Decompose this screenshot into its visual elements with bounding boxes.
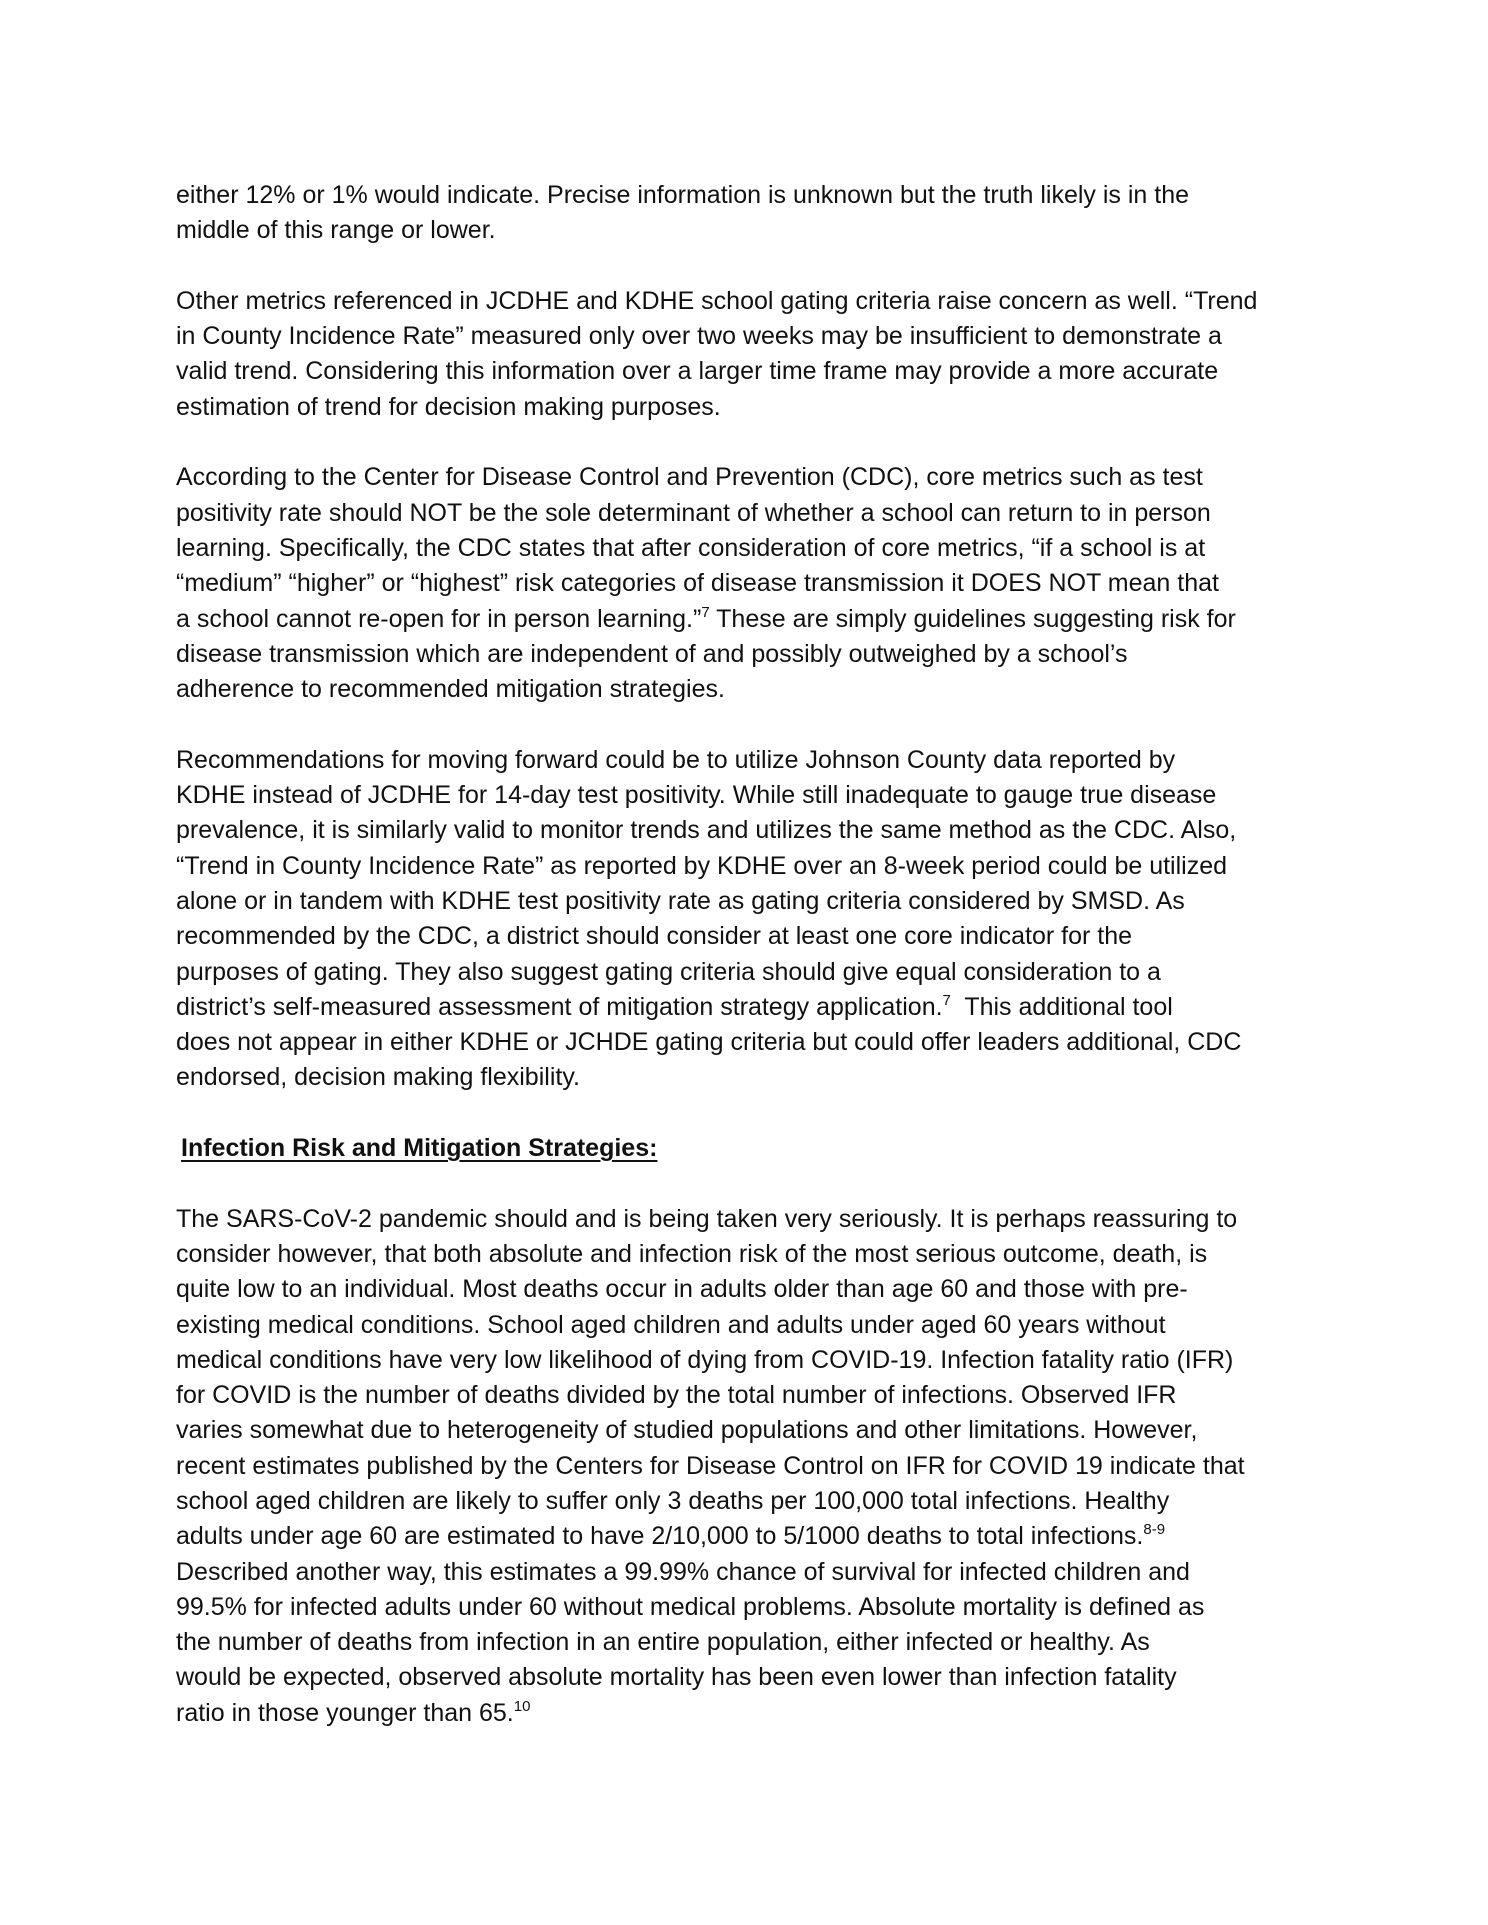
text-line: estimation of trend for decision making purposes. — [176, 392, 721, 421]
document-body — [176, 178, 1336, 1766]
text-line — [176, 1519, 1336, 1554]
text-line: recommended by the CDC, a district should consider at least one core indicator for the — [176, 922, 1133, 951]
paragraph-1 — [176, 178, 1336, 249]
text-line: Other metrics referenced in JCDHE and KDHE school gating criteria raise concern as well. “Trend — [176, 286, 1258, 315]
text-segment: district’s self-measured assessment of mitigation strategy application. — [176, 992, 943, 1021]
text-line: Described another way, this estimates a 99.99% chance of survival for infected children and — [176, 1557, 1190, 1586]
paragraph-3 — [176, 460, 1336, 707]
text-line: recent estimates published by the Centers for Disease Control on IFR for COVID 19 indicate that — [176, 1451, 1245, 1480]
text-line: positivity rate should NOT be the sole determinant of whether a school can return to in person — [176, 498, 1211, 527]
paragraph-2 — [176, 284, 1336, 425]
text-line: valid trend. Considering this information over a larger time frame may provide a more accurate — [176, 357, 1219, 386]
text-line: disease transmission which are independent of and possibly outweighed by a school’s — [176, 639, 1128, 668]
text-line: 99.5% for infected adults under 60 without medical problems. Absolute mortality is defined as — [176, 1592, 1205, 1621]
text-line: prevalence, it is similarly valid to monitor trends and utilizes the same method as the CDC. Also, — [176, 816, 1237, 845]
text-segment: a school cannot re-open for in person learning.” — [176, 604, 702, 633]
text-line: consider however, that both absolute and infection risk of the most serious outcome, death, is — [176, 1239, 1208, 1268]
text-line: alone or in tandem with KDHE test positivity rate as gating criteria considered by SMSD. As — [176, 886, 1185, 915]
text-line: existing medical conditions. School aged children and adults under aged 60 years without — [176, 1310, 1166, 1339]
text-line: middle of this range or lower. — [176, 216, 496, 245]
text-line: The SARS-CoV-2 pandemic should and is being taken very seriously. It is perhaps reassuring to — [176, 1204, 1238, 1233]
text-line: purposes of gating. They also suggest gating criteria should give equal consideration to a — [176, 957, 1161, 986]
footnote-ref: 8-9 — [1143, 1521, 1166, 1539]
text-line — [176, 1696, 1336, 1731]
text-line: Recommendations for moving forward could be to utilize Johnson County data reported by — [176, 745, 1176, 774]
paragraph-5 — [176, 1202, 1336, 1731]
text-segment: This additional tool — [950, 992, 1173, 1021]
text-line: school aged children are likely to suffer only 3 deaths per 100,000 total infections. Healthy — [176, 1486, 1170, 1515]
text-line — [176, 990, 1336, 1025]
text-line: medical conditions have very low likelihood of dying from COVID-19. Infection fatality ratio (IFR) — [176, 1345, 1234, 1374]
text-line: for COVID is the number of deaths divided by the total number of infections. Observed IFR — [176, 1381, 1177, 1410]
text-line: adherence to recommended mitigation strategies. — [176, 675, 725, 704]
text-line: the number of deaths from infection in an entire population, either infected or healthy. As — [176, 1628, 1150, 1657]
text-line: learning. Specifically, the CDC states that after consideration of core metrics, “if a school is at — [176, 533, 1206, 562]
paragraph-4 — [176, 743, 1336, 1096]
text-line: endorsed, decision making flexibility. — [176, 1063, 580, 1092]
text-line: either 12% or 1% would indicate. Precise information is unknown but the truth likely is in the — [176, 181, 1190, 209]
text-line: KDHE instead of JCDHE for 14-day test positivity. While still inadequate to gauge true disease — [176, 781, 1217, 810]
footnote-ref: 7 — [701, 603, 710, 621]
footnote-ref: 7 — [942, 991, 951, 1009]
text-segment: adults under age 60 are estimated to have 2/10,000 to 5/1000 deaths to total infections. — [176, 1522, 1144, 1551]
text-line: “medium” “higher” or “highest” risk categories of disease transmission it DOES NOT mean that — [176, 569, 1219, 598]
text-line: According to the Center for Disease Control and Prevention (CDC), core metrics such as test — [176, 463, 1203, 492]
text-segment: These are simply guidelines suggesting risk for — [709, 604, 1236, 633]
text-segment: ratio in those younger than 65. — [176, 1698, 514, 1727]
footnote-ref: 10 — [513, 1697, 531, 1715]
text-line: varies somewhat due to heterogeneity of studied populations and other limitations. However, — [176, 1416, 1198, 1445]
text-line: would be expected, observed absolute mortality has been even lower than infection fatality — [176, 1663, 1177, 1692]
text-line: does not appear in either KDHE or JCHDE gating criteria but could offer leaders additional, CDC — [176, 1028, 1242, 1057]
section-heading: Infection Risk and Mitigation Strategies: — [181, 1134, 658, 1163]
text-line: in County Incidence Rate” measured only over two weeks may be insufficient to demonstrate a — [176, 322, 1222, 351]
text-line — [176, 602, 1336, 637]
text-line: “Trend in County Incidence Rate” as reported by KDHE over an 8-week period could be utilized — [176, 851, 1228, 880]
text-line: quite low to an individual. Most deaths occur in adults older than age 60 and those with pre- — [176, 1275, 1188, 1304]
